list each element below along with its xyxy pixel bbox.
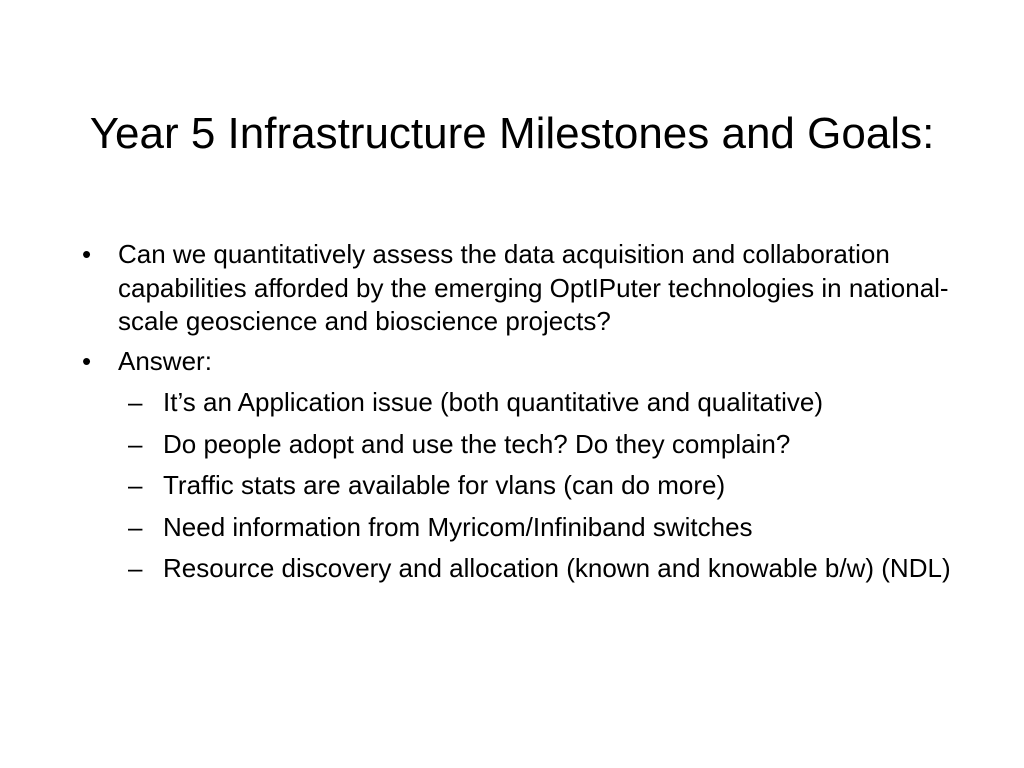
sub-item-text: Traffic stats are available for vlans (can do more): [163, 470, 726, 500]
sub-bullet-marker: –: [128, 428, 143, 459]
bullet-answer-text: Answer:: [118, 345, 212, 376]
slide-content: [76, 238, 976, 594]
bullet-question-text: Can we quantitatively assess the data acquisition and collaboration capabilities afforded by the emerging OptIPuter technologies in national-scale geoscience and bioscience projects?: [118, 239, 949, 336]
bullet-list: [76, 238, 976, 378]
answer-sub-list: [76, 386, 976, 586]
sub-item-text: Resource discovery and allocation (known and knowable b/w) (NDL): [163, 553, 951, 583]
sub-item-adoption: [118, 428, 976, 462]
sub-bullet-marker: –: [128, 387, 143, 417]
sub-item-switch-info: [118, 511, 976, 545]
bullet-question: [76, 238, 976, 339]
sub-item-text: Do people adopt and use the tech? Do they complain?: [163, 428, 791, 459]
sub-bullet-marker: –: [128, 511, 143, 542]
sub-item-application-issue: [118, 386, 976, 420]
sub-bullet-marker: –: [128, 470, 143, 500]
bullet-marker: •: [82, 239, 92, 269]
slide-title: Year 5 Infrastructure Milestones and Goals:: [89, 109, 935, 158]
sub-item-traffic-stats: [118, 469, 976, 503]
bullet-answer: [76, 345, 976, 379]
bullet-marker: •: [82, 345, 92, 376]
sub-item-text: Need information from Myricom/Infiniband switches: [163, 511, 753, 542]
sub-bullet-marker: –: [128, 553, 143, 583]
sub-item-resource-discovery: [118, 552, 976, 586]
sub-item-text: It’s an Application issue (both quantitative and qualitative): [163, 387, 824, 417]
